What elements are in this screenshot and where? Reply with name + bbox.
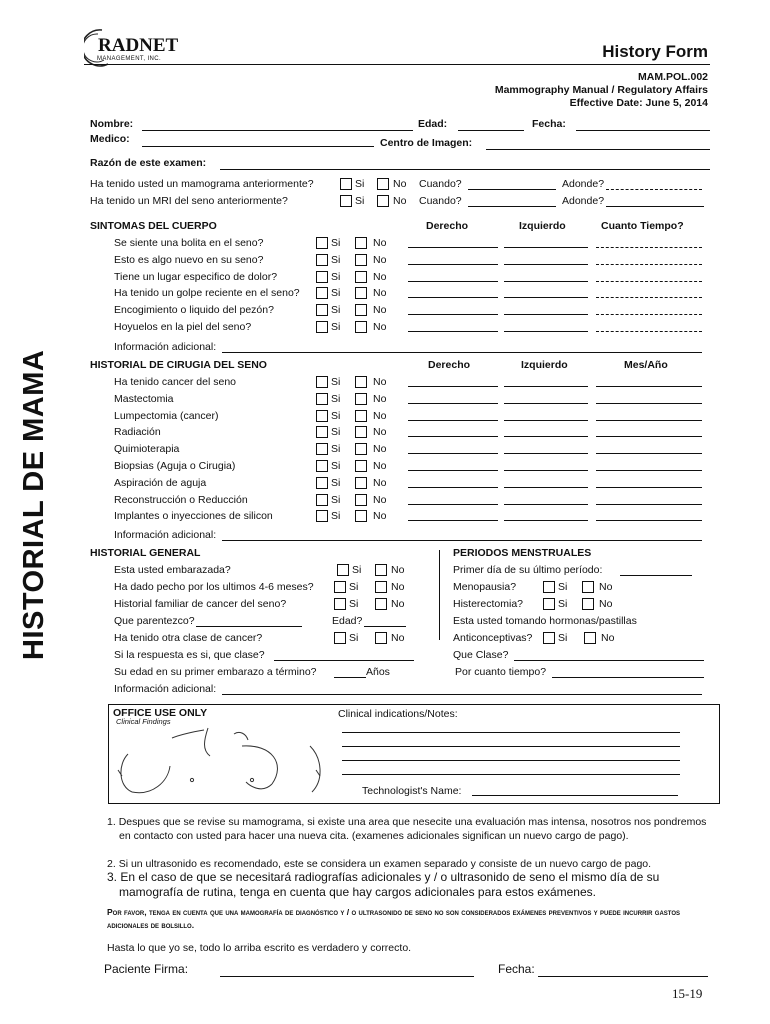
effective-date: Effective Date: June 5, 2014	[569, 97, 708, 109]
attestation: Hasta lo que yo se, todo lo arriba escrito es verdadero y correcto.	[107, 942, 412, 954]
nombre-field[interactable]	[142, 130, 413, 131]
no-label: No	[373, 476, 387, 489]
first-day-field[interactable]	[620, 575, 692, 576]
signature-date-field[interactable]	[538, 976, 708, 977]
cuando-label: Cuando?	[419, 178, 462, 190]
technologist-field[interactable]	[472, 795, 678, 796]
symptoms-right-field[interactable]	[408, 247, 498, 248]
prior-mammogram-where-field[interactable]	[606, 189, 702, 190]
surgery-left-field[interactable]	[504, 420, 588, 421]
general-info-field[interactable]	[222, 694, 702, 695]
adonde-label: Adonde?	[562, 178, 605, 190]
surgery-no-checkbox[interactable]	[355, 410, 367, 422]
signature-date-label: Fecha:	[498, 962, 535, 976]
prior-mri-question: Ha tenido un MRI del seno anteriormente?	[90, 195, 288, 207]
surgery-left-field[interactable]	[504, 386, 588, 387]
contraceptives-no-checkbox[interactable]	[584, 632, 596, 644]
hormone-duration-question: Por cuanto tiempo?	[455, 666, 547, 678]
surgery-time-field[interactable]	[596, 436, 702, 437]
hormone-duration-field[interactable]	[552, 677, 704, 678]
si-label: Si	[331, 304, 341, 317]
surgery-no-checkbox[interactable]	[355, 426, 367, 438]
no-label: No	[373, 460, 387, 472]
razon-label: Razón de este examen:	[90, 157, 207, 169]
no-label: No	[373, 321, 387, 333]
si-label: Si	[355, 178, 365, 190]
si-label: Si	[331, 460, 341, 472]
no-label: No	[373, 392, 387, 405]
medico-label: Medico:	[90, 133, 130, 145]
first-pregnancy-question: Su edad en su primer embarazo a término?	[114, 666, 317, 678]
si-label: Si	[558, 581, 568, 593]
other-cancer-si-checkbox[interactable]	[334, 632, 346, 644]
manual-name: Mammography Manual / Regulatory Affairs	[494, 84, 708, 96]
surgery-no-checkbox[interactable]	[355, 494, 367, 506]
surgery-right-field[interactable]	[408, 504, 498, 505]
prior-mammogram-question: Ha tenido usted un mamograma anteriormente?	[90, 178, 314, 190]
fecha-field[interactable]	[576, 130, 710, 131]
symptoms-right-field[interactable]	[408, 281, 498, 282]
surgery-si-checkbox[interactable]	[316, 460, 328, 472]
first-day-question: Primer día de su último período:	[453, 564, 603, 576]
surgery-time-field[interactable]	[596, 520, 702, 521]
menopause-no-checkbox[interactable]	[582, 581, 594, 593]
symptoms-time-field[interactable]	[596, 247, 702, 248]
surgery-right-field[interactable]	[408, 386, 498, 387]
symptoms-no-checkbox[interactable]	[355, 287, 367, 299]
surgery-left-field[interactable]	[504, 504, 588, 505]
no-label: No	[373, 287, 387, 300]
surgery-item-label: Implantes o inyecciones de silicon	[114, 510, 273, 523]
breast-diagram-icon	[112, 724, 332, 802]
surgery-left-field[interactable]	[504, 520, 588, 521]
no-label: No	[373, 409, 387, 422]
si-label: Si	[352, 564, 362, 576]
surgery-section-title: HISTORIAL DE CIRUGIA DEL SENO	[90, 359, 267, 371]
surgery-si-checkbox[interactable]	[316, 393, 328, 405]
si-label: Si	[349, 598, 359, 610]
symptoms-left-field[interactable]	[504, 297, 588, 298]
si-label: Si	[331, 409, 341, 422]
surgery-time-field[interactable]	[596, 504, 702, 505]
prior-mri-no-checkbox[interactable]	[377, 195, 389, 207]
surgery-time-field[interactable]	[596, 420, 702, 421]
si-label: Si	[331, 392, 341, 405]
no-label: No	[373, 426, 387, 439]
symptoms-no-checkbox[interactable]	[355, 321, 367, 333]
surgery-left-field[interactable]	[504, 487, 588, 488]
signature-label: Paciente Firma:	[104, 962, 189, 976]
symptoms-si-checkbox[interactable]	[316, 321, 328, 333]
surgery-right-field[interactable]	[408, 470, 498, 471]
surgery-right-field[interactable]	[408, 420, 498, 421]
office-use-title: OFFICE USE ONLY	[113, 707, 208, 719]
no-label: No	[393, 178, 407, 190]
symptoms-left-field[interactable]	[504, 264, 588, 265]
si-label: Si	[331, 287, 341, 300]
prior-mammogram-when-field[interactable]	[468, 189, 556, 190]
nombre-label: Nombre:	[90, 118, 134, 130]
no-label: No	[373, 493, 387, 506]
symptoms-item-label: Ha tenido un golpe reciente en el seno?	[114, 287, 300, 300]
no-label: No	[373, 237, 387, 249]
surgery-item-label: Mastectomia	[114, 392, 174, 405]
surgery-no-checkbox[interactable]	[355, 460, 367, 472]
surgery-left-field[interactable]	[504, 403, 588, 404]
si-label: Si	[331, 270, 341, 283]
symptoms-info-field[interactable]	[222, 352, 702, 353]
symptoms-section-title: SINTOMAS DEL CUERPO	[90, 220, 217, 232]
symptoms-left-field[interactable]	[504, 247, 588, 248]
surgery-left-field[interactable]	[504, 453, 588, 454]
si-label: Si	[355, 195, 365, 207]
section-divider	[439, 550, 440, 640]
surgery-item-label: Radiación	[114, 426, 161, 439]
symptoms-left-field[interactable]	[504, 314, 588, 315]
pregnant-si-checkbox[interactable]	[337, 564, 349, 576]
si-label: Si	[349, 581, 359, 593]
general-info-label: Información adicional:	[114, 683, 217, 695]
surgery-time-field[interactable]	[596, 453, 702, 454]
surgery-no-checkbox[interactable]	[355, 510, 367, 522]
no-label: No	[391, 598, 405, 610]
surgery-no-checkbox[interactable]	[355, 376, 367, 388]
surgery-col-derecho: Derecho	[428, 359, 471, 371]
surgery-si-checkbox[interactable]	[316, 494, 328, 506]
hysterectomy-si-checkbox[interactable]	[543, 598, 555, 610]
surgery-right-field[interactable]	[408, 487, 498, 488]
si-label: Si	[331, 253, 341, 266]
surgery-time-field[interactable]	[596, 386, 702, 387]
note-3: 3. En el caso de que se necesitará radiografías adicionales y / o ultrasonido de seno el mismo día de su mamografía de rutina, tenga en cuenta que hay cargos adicionales para estos exámenes.	[107, 870, 660, 899]
si-label: Si	[331, 321, 341, 333]
other-cancer-question: Ha tenido otra clase de cancer?	[114, 632, 263, 644]
symptoms-si-checkbox[interactable]	[316, 254, 328, 266]
surgery-no-checkbox[interactable]	[355, 443, 367, 455]
hysterectomy-question: Histerectomia?	[453, 598, 524, 610]
adonde-label: Adonde?	[562, 195, 605, 207]
no-label: No	[373, 253, 387, 266]
si-label: Si	[331, 443, 341, 456]
note-2-text: Si un ultrasonido es recomendado, este se considera un examen separado y consiste de un nuevo cargo de pago.	[118, 858, 652, 870]
technologist-label: Technologist's Name:	[362, 785, 462, 797]
surgery-no-checkbox[interactable]	[355, 477, 367, 489]
centro-label: Centro de Imagen:	[380, 137, 473, 149]
no-label: No	[373, 376, 387, 388]
surgery-col-mes: Mes/Año	[624, 359, 668, 371]
symptoms-no-checkbox[interactable]	[355, 271, 367, 283]
general-section-title: HISTORIAL GENERAL	[90, 547, 201, 559]
si-label: Si	[349, 632, 359, 644]
no-label: No	[391, 564, 405, 576]
note-2: 2. Si un ultrasonido es recomendado, este se considera un examen separado y consiste de un nuevo cargo de pago.	[107, 858, 652, 870]
symptoms-item-label: Esto es algo nuevo en su seno?	[114, 253, 264, 266]
symptoms-time-field[interactable]	[596, 331, 702, 332]
surgery-info-label: Información adicional:	[114, 529, 217, 541]
symptoms-left-field[interactable]	[504, 331, 588, 332]
relationship-field[interactable]	[196, 626, 302, 627]
signature-field[interactable]	[220, 976, 474, 977]
prior-mri-si-checkbox[interactable]	[340, 195, 352, 207]
logo-name: RADNET	[98, 35, 179, 56]
surgery-time-field[interactable]	[596, 470, 702, 471]
relationship-age-field[interactable]	[364, 626, 406, 627]
symptoms-si-checkbox[interactable]	[316, 237, 328, 249]
symptoms-col-tiempo: Cuanto Tiempo?	[601, 220, 684, 232]
si-label: Si	[558, 632, 568, 644]
symptoms-left-field[interactable]	[504, 281, 588, 282]
surgery-item-label: Reconstrucción o Reducción	[114, 493, 248, 506]
symptoms-right-field[interactable]	[408, 314, 498, 315]
no-label: No	[599, 598, 613, 610]
surgery-si-checkbox[interactable]	[316, 376, 328, 388]
surgery-item-label: Lumpectomia (cancer)	[114, 409, 219, 422]
no-label: No	[393, 195, 407, 207]
no-label: No	[391, 632, 405, 644]
hormone-type-question: Que Clase?	[453, 649, 509, 661]
symptoms-no-checkbox[interactable]	[355, 304, 367, 316]
medico-field[interactable]	[142, 146, 374, 147]
relationship-age-label: Edad?	[332, 615, 363, 627]
edad-field[interactable]	[458, 130, 524, 131]
symptoms-right-field[interactable]	[408, 297, 498, 298]
symptoms-col-derecho: Derecho	[426, 220, 469, 232]
symptoms-time-field[interactable]	[596, 314, 702, 315]
relationship-question: Que parentezco?	[114, 615, 195, 627]
hysterectomy-no-checkbox[interactable]	[582, 598, 594, 610]
si-label: Si	[331, 376, 341, 388]
pregnant-no-checkbox[interactable]	[375, 564, 387, 576]
surgery-item-label: Aspiración de aguja	[114, 476, 207, 489]
surgery-right-field[interactable]	[408, 436, 498, 437]
symptoms-no-checkbox[interactable]	[355, 254, 367, 266]
surgery-right-field[interactable]	[408, 403, 498, 404]
symptoms-si-checkbox[interactable]	[316, 304, 328, 316]
policy-number: MAM.POL.002	[637, 71, 708, 83]
si-label: Si	[331, 426, 341, 439]
other-cancer-no-checkbox[interactable]	[375, 632, 387, 644]
breastfeeding-no-checkbox[interactable]	[375, 581, 387, 593]
clinical-notes-line-2[interactable]	[342, 746, 680, 747]
prior-mri-where-field[interactable]	[606, 206, 704, 207]
surgery-item-label: Ha tenido cancer del seno	[114, 376, 236, 388]
form-title: History Form	[602, 42, 708, 61]
surgery-left-field[interactable]	[504, 470, 588, 471]
symptoms-right-field[interactable]	[408, 331, 498, 332]
note-1: 1. Despues que se revise su mamograma, si existe una area que nesecite una evaluación mas intensa, nosotros nos pondremos en contacto con usted para hacer una nueva cita. (examenes adicionales significan un nuevo cargo de pago).	[107, 816, 707, 842]
razon-field[interactable]	[220, 169, 710, 170]
menopause-si-checkbox[interactable]	[543, 581, 555, 593]
surgery-item-label: Quimioterapia	[114, 443, 180, 456]
logo-subtitle: MANAGEMENT, INC.	[97, 56, 162, 62]
no-label: No	[601, 632, 615, 644]
menopause-question: Menopausia?	[453, 581, 517, 593]
surgery-right-field[interactable]	[408, 453, 498, 454]
note-1-text: Despues que se revise su mamograma, si existe una area que nesecite una evaluación mas intensa, nosotros nos pondremos en contacto con usted para hacer una nueva cita. (examenes adicionales significan un nuevo cargo de pago).	[118, 816, 707, 842]
cuando-label: Cuando?	[419, 195, 462, 207]
breastfeeding-si-checkbox[interactable]	[334, 581, 346, 593]
si-label: Si	[331, 237, 341, 249]
symptoms-no-checkbox[interactable]	[355, 237, 367, 249]
radnet-logo	[84, 26, 204, 68]
contraceptives-question: Anticonceptivas?	[453, 632, 533, 644]
surgery-si-checkbox[interactable]	[316, 510, 328, 522]
cancer-type-question: Si la respuesta es si, que clase?	[114, 649, 265, 661]
anos-label: Años	[366, 666, 390, 678]
surgery-right-field[interactable]	[408, 520, 498, 521]
family-history-no-checkbox[interactable]	[375, 598, 387, 610]
si-label: Si	[558, 598, 568, 610]
prior-mammogram-no-checkbox[interactable]	[377, 178, 389, 190]
surgery-item-label: Biopsias (Aguja o Cirugia)	[114, 460, 236, 472]
si-label: Si	[331, 493, 341, 506]
symptoms-item-label: Encogimiento o liquido del pezón?	[114, 304, 274, 317]
hormone-type-field[interactable]	[514, 660, 704, 661]
surgery-si-checkbox[interactable]	[316, 443, 328, 455]
surgery-si-checkbox[interactable]	[316, 426, 328, 438]
fecha-label: Fecha:	[532, 118, 566, 130]
pregnant-question: Esta usted embarazada?	[114, 564, 231, 576]
clinical-findings-label: Clinical Findings	[116, 717, 171, 726]
surgery-si-checkbox[interactable]	[316, 410, 328, 422]
breastfeeding-question: Ha dado pecho por los ultimos 4-6 meses?	[114, 581, 314, 593]
clinical-notes-label: Clinical indications/Notes:	[338, 708, 458, 720]
note-4: Por favor, tenga en cuenta que una mamografía de diagnóstico y / o ultrasonido de seno no son considerados exámenes preventivos y puede incurrir gastos adicionales de bolsillo.	[107, 907, 680, 930]
no-label: No	[373, 443, 387, 456]
surgery-no-checkbox[interactable]	[355, 393, 367, 405]
clinical-notes-line-4[interactable]	[342, 774, 680, 775]
surgery-col-izquierdo: Izquierdo	[521, 359, 568, 371]
note-3-text: En el caso de que se necesitará radiografías adicionales y / o ultrasonido de seno el mismo día de su mamografía de rutina, tenga en cuenta que hay cargos adicionales para estos exámenes.	[119, 870, 660, 899]
menstrual-section-title: PERIODOS MENSTRUALES	[453, 547, 592, 559]
clinical-notes-line-1[interactable]	[342, 732, 680, 733]
sidebar-title: HISTORIAL DE MAMA	[18, 349, 50, 660]
si-label: Si	[331, 510, 341, 523]
header-rule	[84, 64, 710, 65]
surgery-info-field[interactable]	[222, 540, 702, 541]
surgery-time-field[interactable]	[596, 487, 702, 488]
family-history-si-checkbox[interactable]	[334, 598, 346, 610]
si-label: Si	[331, 476, 341, 489]
edad-label: Edad:	[418, 118, 448, 130]
family-history-question: Historial familiar de cancer del seno?	[114, 598, 287, 610]
page-number: 15-19	[672, 986, 703, 1001]
no-label: No	[373, 510, 387, 523]
symptoms-si-checkbox[interactable]	[316, 287, 328, 299]
symptoms-item-label: Hoyuelos en la piel del seno?	[114, 321, 252, 333]
symptoms-time-field[interactable]	[596, 297, 702, 298]
contraceptives-si-checkbox[interactable]	[543, 632, 555, 644]
centro-field[interactable]	[486, 149, 710, 150]
surgery-si-checkbox[interactable]	[316, 477, 328, 489]
surgery-time-field[interactable]	[596, 403, 702, 404]
symptoms-si-checkbox[interactable]	[316, 271, 328, 283]
surgery-left-field[interactable]	[504, 436, 588, 437]
no-label: No	[391, 581, 405, 593]
symptoms-time-field[interactable]	[596, 264, 702, 265]
symptoms-time-field[interactable]	[596, 281, 702, 282]
symptoms-right-field[interactable]	[408, 264, 498, 265]
clinical-notes-line-3[interactable]	[342, 760, 680, 761]
prior-mammogram-si-checkbox[interactable]	[340, 178, 352, 190]
symptoms-item-label: Se siente una bolita en el seno?	[114, 237, 264, 249]
cancer-type-field[interactable]	[274, 660, 414, 661]
symptoms-col-izquierdo: Izquierdo	[519, 220, 566, 232]
no-label: No	[373, 270, 387, 283]
symptoms-info-label: Información adicional:	[114, 341, 217, 353]
prior-mri-when-field[interactable]	[468, 206, 556, 207]
symptoms-item-label: Tiene un lugar especifico de dolor?	[114, 270, 278, 283]
no-label: No	[373, 304, 387, 317]
first-pregnancy-age-field[interactable]	[334, 677, 366, 678]
hormones-question: Esta usted tomando hormonas/pastillas	[453, 615, 637, 627]
no-label: No	[599, 581, 613, 593]
